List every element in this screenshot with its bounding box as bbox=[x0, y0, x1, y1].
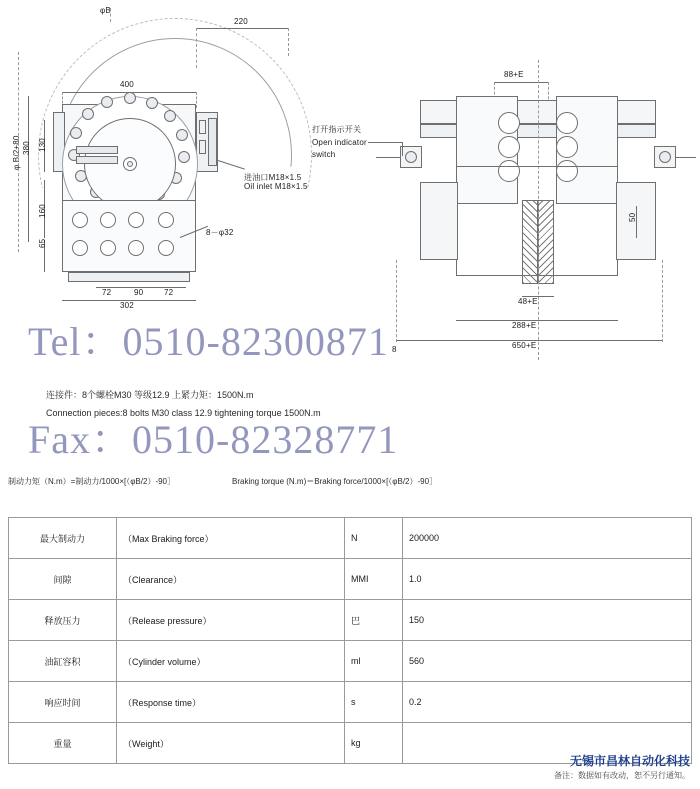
dim-50-line bbox=[636, 206, 637, 238]
bolt bbox=[124, 92, 136, 104]
param-value: 1.0 bbox=[403, 559, 692, 600]
left-arm bbox=[420, 182, 458, 260]
param-name-en: （Cylinder volume） bbox=[117, 641, 345, 682]
bolt bbox=[101, 96, 113, 108]
bolt bbox=[176, 129, 188, 141]
hub-bore bbox=[127, 161, 133, 167]
dim-88E: 88+E bbox=[504, 70, 524, 79]
dim-8-phi32: 8－φ32 bbox=[206, 228, 234, 237]
table-row bbox=[9, 641, 692, 682]
param-name-en: （Max Braking force） bbox=[117, 518, 345, 559]
param-name-en: （Release pressure） bbox=[117, 600, 345, 641]
dim-90: 90 bbox=[134, 288, 144, 297]
param-unit: N bbox=[345, 518, 403, 559]
param-unit: MMI bbox=[345, 559, 403, 600]
dim-220-ext1 bbox=[196, 28, 197, 68]
dim-400-ext2 bbox=[196, 92, 197, 108]
param-value: 150 bbox=[403, 600, 692, 641]
dim-50: 50 bbox=[628, 212, 637, 222]
dim-220: 220 bbox=[234, 17, 248, 26]
piston bbox=[498, 112, 520, 134]
hole bbox=[100, 240, 116, 256]
dim-88E-line bbox=[494, 82, 548, 83]
param-name-cn: 间隙 bbox=[9, 559, 117, 600]
dim-400: 400 bbox=[120, 80, 134, 89]
dim-650E-ext1 bbox=[396, 260, 397, 342]
note-bolts-en: Connection pieces:8 bolts M30 class 12.9 tightening torque 1500N.m bbox=[46, 408, 321, 418]
indicator-switch-label-en-2: switch bbox=[312, 150, 336, 159]
param-unit: s bbox=[345, 682, 403, 723]
param-name-cn: 最大制动力 bbox=[9, 518, 117, 559]
formula-en: Braking torque (N.m)＝Braking force/1000×[（φB/2）-90］ bbox=[232, 477, 438, 486]
hole bbox=[100, 212, 116, 228]
dim-220-line bbox=[196, 28, 288, 29]
dim-65: 65 bbox=[38, 238, 47, 248]
hole bbox=[72, 212, 88, 228]
hole bbox=[128, 212, 144, 228]
bolt bbox=[146, 97, 158, 109]
param-unit: kg bbox=[345, 723, 403, 764]
param-name-cn: 重量 bbox=[9, 723, 117, 764]
dim-130: 130 bbox=[38, 138, 47, 152]
param-name-cn: 响应时间 bbox=[9, 682, 117, 723]
piston bbox=[556, 136, 578, 158]
hole bbox=[158, 212, 174, 228]
dim-8: 8 bbox=[392, 345, 397, 354]
right-lug-hole-2 bbox=[199, 140, 206, 154]
param-value: 560 bbox=[403, 641, 692, 682]
dim-72b: 72 bbox=[164, 288, 174, 297]
spec-table bbox=[8, 517, 692, 764]
table-row bbox=[9, 518, 692, 559]
oil-inlet-label-en: Oil inlet M18×1.5 bbox=[244, 182, 308, 191]
switch-leader-v bbox=[402, 142, 403, 156]
left-mount-shaft bbox=[376, 157, 400, 158]
dim-380: 380 bbox=[22, 141, 31, 155]
hole bbox=[158, 240, 174, 256]
param-name-cn: 释放压力 bbox=[9, 600, 117, 641]
hole bbox=[128, 240, 144, 256]
dim-160: 160 bbox=[38, 204, 47, 218]
company-name: 无锡市昌林自动化科技 bbox=[569, 754, 690, 768]
param-value: 0.2 bbox=[403, 682, 692, 723]
fax-overlay: Fax：0510-82328771 bbox=[28, 417, 399, 462]
note-bolts-cn: 连接件：8个螺栓M30 等级12.9 上紧力矩：1500N.m bbox=[46, 390, 254, 400]
table-row bbox=[9, 600, 692, 641]
param-name-en: （Clearance） bbox=[117, 559, 345, 600]
base-plate bbox=[68, 272, 190, 282]
indicator-switch-label-cn: 打开指示开关 bbox=[312, 125, 362, 134]
formula-cn: 制动力矩（N.m）=制动力/1000×[（φB/2）-90］ bbox=[8, 477, 176, 486]
tel-overlay: Tel：0510-82300871 bbox=[28, 319, 389, 364]
dim-380-line bbox=[28, 96, 29, 242]
bolt bbox=[178, 151, 190, 163]
param-value: 200000 bbox=[403, 518, 692, 559]
dim-72a: 72 bbox=[102, 288, 112, 297]
bolt bbox=[70, 127, 82, 139]
dim-phi-ext bbox=[18, 52, 19, 252]
param-name-en: （Weight） bbox=[117, 723, 345, 764]
piston bbox=[498, 136, 520, 158]
param-name-cn: 油缸容积 bbox=[9, 641, 117, 682]
switch-leader bbox=[368, 142, 402, 143]
base-flange bbox=[62, 200, 196, 272]
table-row bbox=[9, 559, 692, 600]
dim-phi-b2-80: φ B/2+80 bbox=[12, 135, 21, 170]
param-unit: 巴 bbox=[345, 600, 403, 641]
right-port-block bbox=[208, 118, 217, 166]
dim-220-ext2 bbox=[288, 28, 289, 56]
dim-288E-line bbox=[456, 320, 618, 321]
dim-phi-b: φB bbox=[100, 6, 111, 15]
housing-outline bbox=[456, 166, 618, 276]
dim-650E-ext2 bbox=[662, 260, 663, 342]
hole bbox=[72, 240, 88, 256]
indicator-switch-label-en-1: Open indicator bbox=[312, 138, 367, 147]
left-mount-bolt bbox=[405, 151, 417, 163]
key-slot bbox=[76, 146, 118, 154]
right-mount-bolt bbox=[659, 151, 671, 163]
disclaimer: 备注：数据如有改动，恕不另行通知。 bbox=[554, 771, 690, 780]
piston bbox=[556, 112, 578, 134]
key-slot-2 bbox=[76, 156, 118, 164]
bolt bbox=[164, 110, 176, 122]
dim-288E: 288+E bbox=[512, 321, 537, 330]
param-name-en: （Response time） bbox=[117, 682, 345, 723]
right-mount-shaft bbox=[676, 157, 696, 158]
table-row bbox=[9, 682, 692, 723]
oil-inlet-label-cn: 进油口M18×1.5 bbox=[244, 173, 302, 182]
bolt bbox=[82, 108, 94, 120]
param-unit: ml bbox=[345, 641, 403, 682]
right-lug-hole-1 bbox=[199, 120, 206, 134]
dim-650E: 650+E bbox=[512, 341, 537, 350]
dim-48E: 48+E bbox=[518, 297, 538, 306]
dim-302: 302 bbox=[120, 301, 134, 310]
